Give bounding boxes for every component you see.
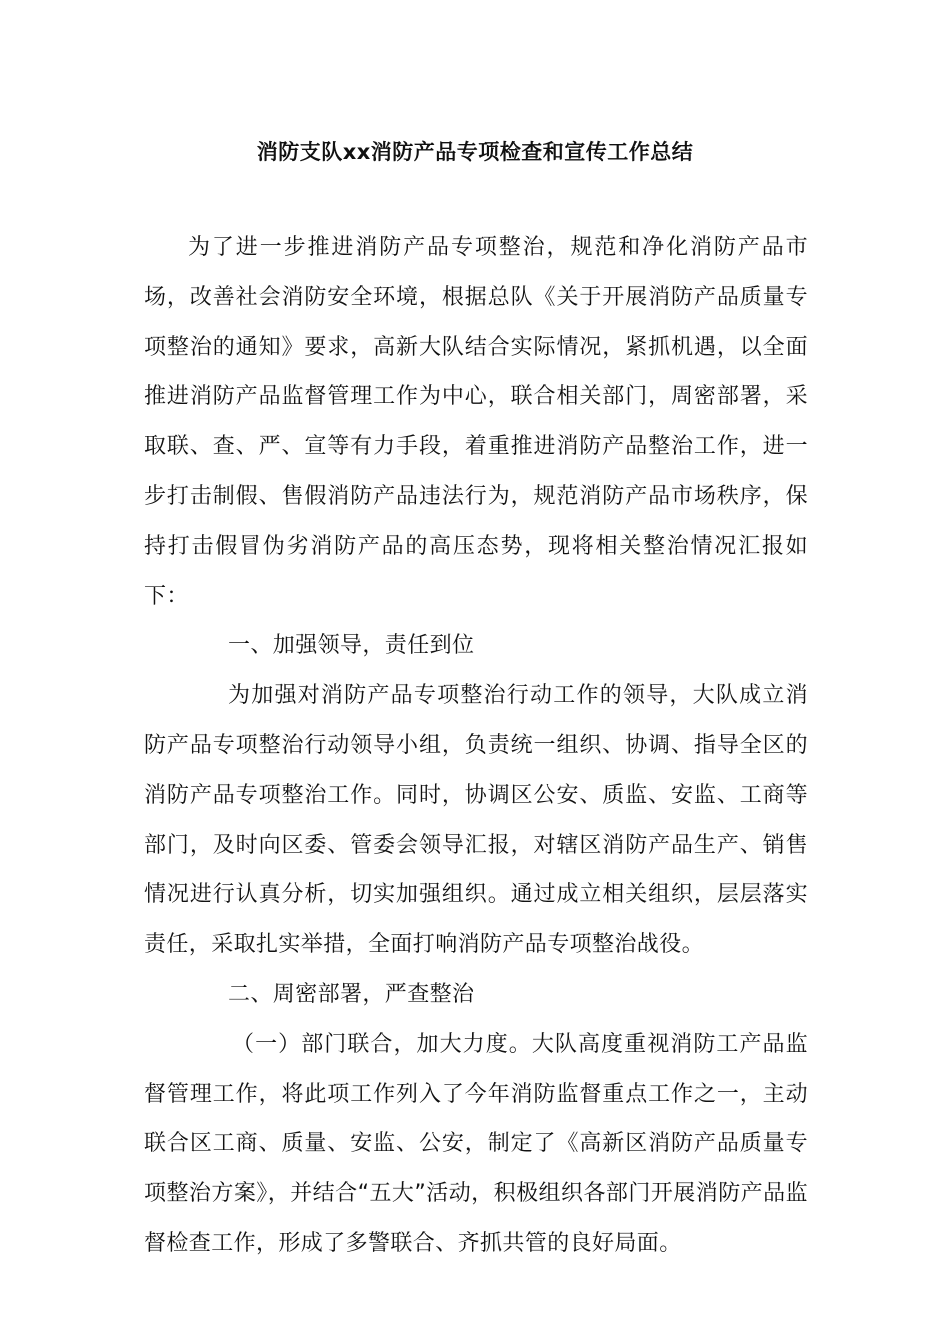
section-1-paragraph: 为加强对消防产品专项整治行动工作的领导，大队成立消防产品专项整治行动领导小组，负责统一组织、协调、指导全区的消防产品专项整治工作。同时，协调区公安、质监、安监、工商等部门，及时向区委、管委会领导汇报，对辖区消防产品生产、销售情况进行认真分析，切实加强组织。通过成立相关组织，层层落实责任，采取扎实举措，全面打响消防产品专项整治战役。 (144, 683, 808, 958)
section-heading-1: 一、加强领导，责任到位 (228, 633, 475, 659)
intro-paragraph: 为了进一步推进消防产品专项整治，规范和净化消防产品市场，改善社会消防安全环境，根据总队《关于开展消防产品质量专项整治的通知》要求，高新大队结合实际情况，紧抓机遇，以全面推进消防产品监督管理工作为中心，联合相关部门，周密部署，采取联、查、严、宣等有力手段，着重推进消防产品整治工作，进一步打击制假、售假消防产品违法行为，规范消防产品市场秩序，保持打击假冒伪劣消防产品的高压态势，现将相关整治情况汇报如下： (144, 235, 808, 609)
document-body (144, 223, 808, 1269)
section-heading-2: 二、周密部署，严查整治 (228, 981, 475, 1007)
section-2-item-1-paragraph: （一）部门联合，加大力度。大队高度重视消防工产品监督管理工作，将此项工作列入了今年消防监督重点工作之一，主动联合区工商、质量、安监、公安，制定了《高新区消防产品质量专项整治方案》，并结合“五大”活动，积极组织各部门开展消防产品监督检查工作，形成了多警联合、齐抓共管的良好局面。 (144, 1031, 808, 1256)
document-title: 消防支队xx消防产品专项检查和宣传工作总结 (256, 140, 694, 164)
